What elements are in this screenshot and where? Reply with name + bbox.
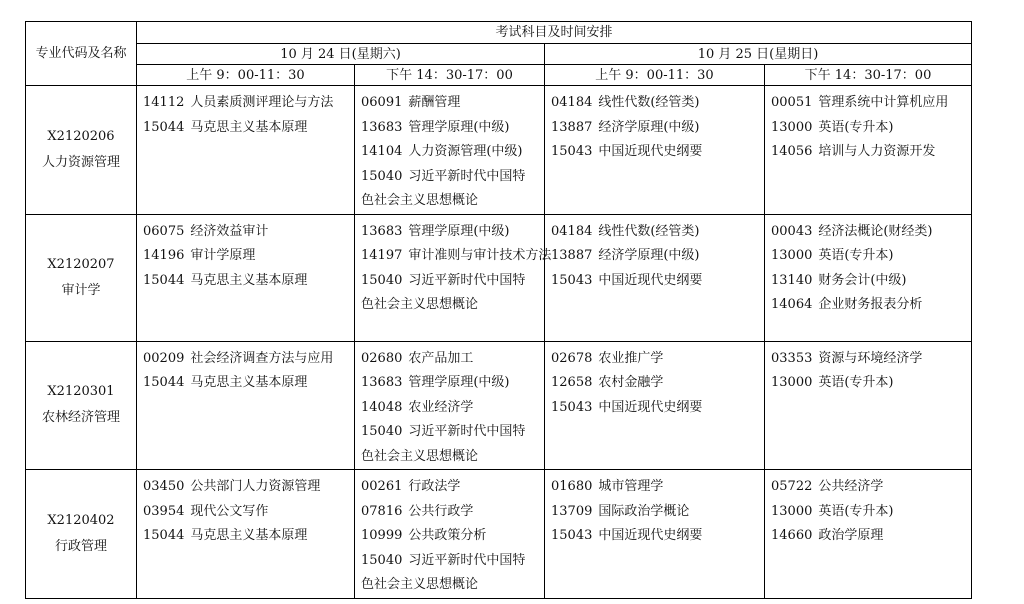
subject-name: 农村金融学 bbox=[598, 375, 664, 390]
major-row bbox=[26, 86, 972, 215]
subject-entry bbox=[551, 116, 758, 141]
subject-entry bbox=[771, 91, 965, 116]
subject-cell bbox=[765, 470, 972, 599]
subject-cell bbox=[355, 470, 545, 599]
subject-code: 01680 bbox=[551, 479, 593, 494]
subject-code: 13000 bbox=[771, 503, 813, 519]
subject-name: 管理学原理(中级) bbox=[408, 119, 510, 135]
major-cell bbox=[26, 86, 137, 215]
subject-code: 15043 bbox=[551, 144, 593, 159]
subject-code: 13683 bbox=[361, 375, 403, 390]
subject-code: 14064 bbox=[771, 297, 813, 312]
subject-name: 马克思主义基本原理 bbox=[190, 375, 308, 390]
subject-name: 马克思主义基本原理 bbox=[190, 528, 308, 543]
subject-code: 14104 bbox=[361, 144, 403, 159]
subject-name: 培训与人力资源开发 bbox=[818, 144, 936, 159]
subject-name: 管理学原理(中级) bbox=[408, 375, 510, 390]
subject-cell bbox=[137, 341, 355, 470]
subject-code: 13887 bbox=[551, 248, 593, 263]
major-code: X2120402 bbox=[47, 512, 115, 528]
day-header: 10 月 25 日(星期日) bbox=[545, 44, 972, 65]
subject-cell bbox=[545, 214, 765, 341]
subject-code: 15040 bbox=[361, 552, 403, 568]
subject-entry bbox=[551, 371, 758, 396]
subject-code: 07816 bbox=[361, 503, 403, 519]
subject-entry bbox=[361, 500, 538, 525]
subject-name: 中国近现代史纲要 bbox=[598, 528, 703, 543]
subject-entry bbox=[551, 396, 758, 421]
subject-code: 15044 bbox=[143, 119, 185, 135]
subject-code: 00051 bbox=[771, 95, 813, 110]
subject-code: 15040 bbox=[361, 272, 403, 288]
subject-entry bbox=[771, 116, 965, 141]
subject-name: 经济法概论(财经类) bbox=[818, 223, 933, 239]
subject-code: 02678 bbox=[551, 350, 593, 366]
subject-entry bbox=[361, 396, 538, 421]
subject-name: 财务会计(中级) bbox=[818, 272, 907, 288]
subject-cell bbox=[545, 470, 765, 599]
major-code: X2120206 bbox=[47, 128, 115, 144]
subject-entry bbox=[771, 269, 965, 294]
subject-code: 13140 bbox=[771, 272, 813, 288]
subject-code: 13683 bbox=[361, 223, 403, 239]
subject-entry bbox=[143, 116, 348, 141]
subject-entry bbox=[361, 91, 538, 116]
subject-code: 15040 bbox=[361, 424, 403, 439]
subject-name: 农产品加工 bbox=[408, 350, 474, 366]
major-row bbox=[26, 341, 972, 470]
subject-code: 12658 bbox=[551, 375, 593, 390]
subject-name: 企业财务报表分析 bbox=[818, 297, 923, 312]
subject-name: 资源与环境经济学 bbox=[818, 350, 923, 366]
subject-entry bbox=[143, 220, 348, 245]
subject-name: 英语(专升本) bbox=[818, 503, 894, 519]
major-column-header: 专业代码及名称 bbox=[26, 22, 137, 86]
subject-code: 14056 bbox=[771, 144, 813, 159]
subject-name: 审计准则与审计技术方法 bbox=[408, 248, 552, 263]
subject-code: 14197 bbox=[361, 248, 403, 263]
subject-name: 马克思主义基本原理 bbox=[190, 272, 308, 288]
subject-cell bbox=[137, 86, 355, 215]
subject-code: 00043 bbox=[771, 223, 813, 239]
major-cell bbox=[26, 470, 137, 599]
subject-name: 政治学原理 bbox=[818, 528, 884, 543]
subject-entry bbox=[361, 420, 538, 469]
subject-code: 03450 bbox=[143, 479, 185, 494]
subject-code: 05722 bbox=[771, 479, 813, 494]
subject-name: 薪酬管理 bbox=[408, 95, 461, 110]
subject-code: 14660 bbox=[771, 528, 813, 543]
time-slot-header: 下午 14：30-17：00 bbox=[765, 65, 972, 86]
subject-code: 00209 bbox=[143, 350, 185, 366]
time-slot-header: 上午 9：00-11：30 bbox=[545, 65, 765, 86]
subject-entry bbox=[551, 91, 758, 116]
subject-entry bbox=[361, 244, 552, 269]
subject-name: 习近平新时代中国特色社会主义思想概论 bbox=[361, 424, 526, 464]
subject-name: 经济学原理(中级) bbox=[598, 248, 700, 263]
exam-schedule-table bbox=[25, 21, 972, 599]
subject-entry bbox=[551, 500, 758, 525]
subject-entry bbox=[551, 220, 758, 245]
subject-cell bbox=[545, 341, 765, 470]
subject-code: 04184 bbox=[551, 95, 593, 110]
subject-entry bbox=[771, 500, 965, 525]
subject-entry bbox=[771, 293, 965, 318]
subject-code: 13000 bbox=[771, 248, 813, 263]
subject-entry bbox=[361, 347, 538, 372]
subject-name: 公共政策分析 bbox=[408, 528, 487, 543]
subject-code: 04184 bbox=[551, 223, 593, 239]
subject-code: 10999 bbox=[361, 528, 403, 543]
subject-name: 管理学原理(中级) bbox=[408, 223, 510, 239]
subject-name: 人员素质测评理论与方法 bbox=[190, 95, 334, 110]
major-code: X2120207 bbox=[47, 256, 115, 272]
subject-entry bbox=[361, 165, 538, 214]
subject-name: 中国近现代史纲要 bbox=[598, 144, 703, 159]
subject-name: 英语(专升本) bbox=[818, 375, 894, 390]
subject-entry bbox=[771, 140, 965, 165]
subject-code: 15044 bbox=[143, 272, 185, 288]
subject-name: 习近平新时代中国特色社会主义思想概论 bbox=[361, 168, 526, 208]
subject-name: 人力资源管理(中级) bbox=[408, 144, 523, 159]
subject-name: 国际政治学概论 bbox=[598, 503, 690, 519]
subject-entry bbox=[361, 371, 538, 396]
subject-code: 13000 bbox=[771, 375, 813, 390]
subject-entry bbox=[143, 475, 348, 500]
subject-entry bbox=[361, 475, 538, 500]
subject-code: 14112 bbox=[143, 95, 185, 110]
subject-name: 线性代数(经管类) bbox=[598, 95, 700, 110]
subject-name: 行政法学 bbox=[408, 479, 461, 494]
subject-entry bbox=[143, 371, 348, 396]
subject-name: 英语(专升本) bbox=[818, 248, 894, 263]
subject-name: 审计学原理 bbox=[190, 248, 256, 263]
subject-entry bbox=[361, 220, 538, 245]
major-name: 农林经济管理 bbox=[41, 410, 120, 426]
time-slot-header: 下午 14：30-17：00 bbox=[355, 65, 545, 86]
subject-name: 中国近现代史纲要 bbox=[598, 272, 703, 288]
schedule-title: 考试科目及时间安排 bbox=[137, 22, 972, 44]
subject-name: 英语(专升本) bbox=[818, 119, 894, 135]
subject-name: 中国近现代史纲要 bbox=[598, 399, 703, 415]
subject-cell bbox=[765, 86, 972, 215]
subject-entry bbox=[143, 91, 348, 116]
subject-code: 14196 bbox=[143, 248, 185, 263]
subject-entry bbox=[551, 269, 758, 294]
subject-code: 15040 bbox=[361, 168, 403, 184]
subject-name: 经济效益审计 bbox=[190, 223, 269, 239]
subject-cell bbox=[545, 86, 765, 215]
subject-code: 15043 bbox=[551, 272, 593, 288]
schedule-body bbox=[26, 86, 972, 599]
subject-entry bbox=[143, 269, 348, 294]
subject-code: 15043 bbox=[551, 399, 593, 415]
subject-entry bbox=[143, 524, 348, 549]
subject-cell bbox=[765, 214, 972, 341]
subject-name: 现代公文写作 bbox=[190, 503, 269, 519]
subject-entry bbox=[361, 116, 538, 141]
subject-entry bbox=[551, 347, 758, 372]
subject-entry bbox=[771, 524, 965, 549]
subject-code: 14048 bbox=[361, 399, 403, 415]
subject-code: 03353 bbox=[771, 350, 813, 366]
subject-cell bbox=[765, 341, 972, 470]
subject-name: 公共部门人力资源管理 bbox=[190, 479, 321, 494]
subject-cell bbox=[355, 214, 552, 341]
time-slot-header: 上午 9：00-11：30 bbox=[137, 65, 355, 86]
day-header: 10 月 24 日(星期六) bbox=[137, 44, 545, 65]
subject-cell bbox=[137, 470, 355, 599]
subject-entry bbox=[551, 475, 758, 500]
subject-code: 15043 bbox=[551, 528, 593, 543]
subject-entry bbox=[361, 524, 538, 549]
subject-entry bbox=[771, 220, 965, 245]
major-cell bbox=[26, 341, 137, 470]
subject-code: 13709 bbox=[551, 503, 593, 519]
subject-name: 城市管理学 bbox=[598, 479, 664, 494]
subject-entry bbox=[771, 347, 965, 372]
subject-code: 00261 bbox=[361, 479, 403, 494]
subject-code: 06091 bbox=[361, 95, 403, 110]
subject-cell bbox=[355, 341, 545, 470]
subject-cell bbox=[137, 214, 355, 341]
subject-entry bbox=[551, 244, 758, 269]
subject-code: 06075 bbox=[143, 223, 185, 239]
subject-code: 03954 bbox=[143, 503, 185, 519]
major-code: X2120301 bbox=[47, 384, 115, 400]
subject-name: 马克思主义基本原理 bbox=[190, 119, 308, 135]
subject-entry bbox=[361, 549, 538, 598]
subject-name: 习近平新时代中国特色社会主义思想概论 bbox=[361, 552, 526, 592]
subject-name: 农业推广学 bbox=[598, 350, 664, 366]
subject-entry bbox=[361, 269, 538, 318]
subject-code: 02680 bbox=[361, 350, 403, 366]
subject-entry bbox=[551, 140, 758, 165]
major-cell bbox=[26, 214, 137, 341]
subject-name: 管理系统中计算机应用 bbox=[818, 95, 949, 110]
subject-code: 15044 bbox=[143, 528, 185, 543]
subject-name: 经济学原理(中级) bbox=[598, 119, 700, 135]
major-name: 审计学 bbox=[61, 282, 101, 298]
subject-entry bbox=[361, 140, 538, 165]
subject-name: 社会经济调查方法与应用 bbox=[190, 350, 334, 366]
subject-entry bbox=[771, 244, 965, 269]
subject-name: 线性代数(经管类) bbox=[598, 223, 700, 239]
subject-code: 13683 bbox=[361, 119, 403, 135]
subject-code: 13000 bbox=[771, 119, 813, 135]
subject-entry bbox=[143, 500, 348, 525]
major-name: 行政管理 bbox=[54, 538, 107, 554]
subject-entry bbox=[143, 244, 348, 269]
subject-entry bbox=[551, 524, 758, 549]
subject-code: 15044 bbox=[143, 375, 185, 390]
subject-name: 农业经济学 bbox=[408, 399, 474, 415]
major-row bbox=[26, 470, 972, 599]
subject-name: 习近平新时代中国特色社会主义思想概论 bbox=[361, 272, 526, 312]
subject-entry bbox=[771, 371, 965, 396]
subject-entry bbox=[771, 475, 965, 500]
subject-code: 13887 bbox=[551, 119, 593, 135]
subject-entry bbox=[143, 347, 348, 372]
major-name: 人力资源管理 bbox=[41, 154, 120, 170]
subject-name: 公共行政学 bbox=[408, 503, 474, 519]
subject-cell bbox=[355, 86, 545, 215]
subject-name: 公共经济学 bbox=[818, 479, 884, 494]
major-row bbox=[26, 214, 972, 341]
